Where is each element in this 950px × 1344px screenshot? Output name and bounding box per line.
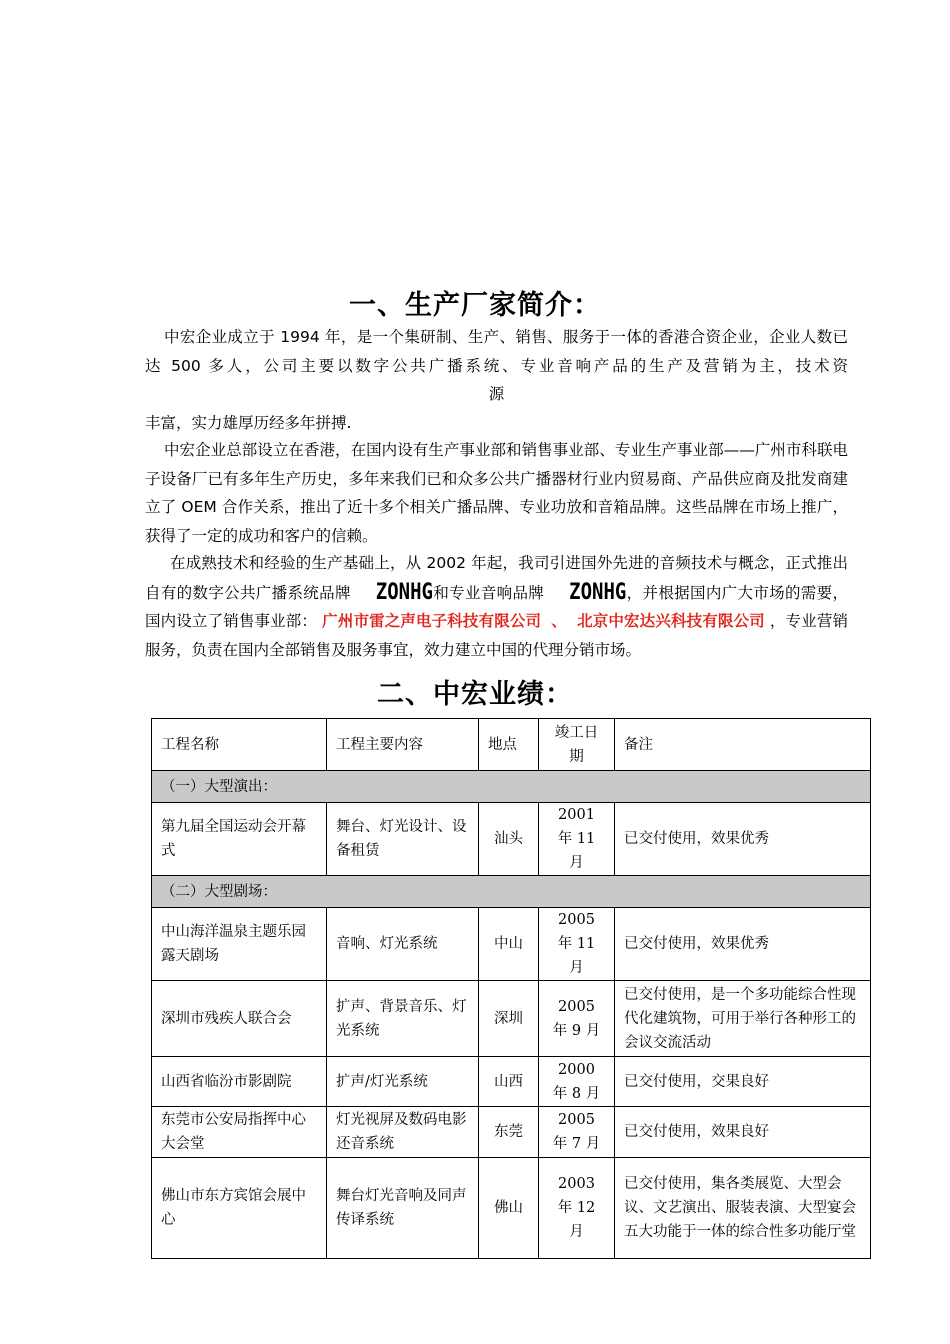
- intro-paragraph-1: [145, 323, 848, 437]
- p1-text-e: 丰富，实力雄厚历经多年拼搏.: [145, 413, 352, 432]
- header-content: 工程主要内容: [327, 719, 479, 771]
- cell-date: 2000 年 8 月: [539, 1057, 615, 1107]
- intro-paragraph-3: [145, 549, 848, 664]
- p1-text-a: 中宏企业成立于: [164, 328, 281, 346]
- table-row: [152, 981, 871, 1057]
- cell-content: 扩声、背景音乐、灯光系统: [327, 981, 479, 1057]
- cell-date: 2005 年 7 月: [539, 1107, 615, 1158]
- cell-content: 舞台、灯光设计、设备租赁: [327, 803, 479, 876]
- cell-date: 2005 年 9 月: [539, 981, 615, 1057]
- cell-note: 已交付使用，集各类展览、大型会议、文艺演出、服装表演、大型宴会五大功能于一体的综合性多功能厅堂: [615, 1158, 871, 1259]
- header-place: 地点: [479, 719, 539, 771]
- cell-place: 东莞: [479, 1107, 539, 1158]
- cell-content: 灯光视屏及数码电影还音系统: [327, 1107, 479, 1158]
- p3-text-d: ，并根据国内广大市场的需要，国内设立了销售事业部：: [145, 583, 848, 630]
- company-beijing: 北京中宏达兴科技有限公司: [577, 612, 765, 630]
- section-title-intro: 一、生产厂家简介：: [349, 290, 601, 321]
- cell-content: 扩声/灯光系统: [327, 1057, 479, 1107]
- p3-text-c: 和专业音响品牌: [433, 583, 545, 602]
- p3-text-e: ，专业营销服务，负责在国内全部销售及服务事宜，效力建立中国的代理分销市场。: [145, 612, 848, 659]
- p3-year: 2002: [426, 554, 466, 572]
- section-title-achievements: 二、中宏业绩：: [377, 679, 573, 710]
- cell-place: 汕头: [479, 803, 539, 876]
- cell-note: 已交付使用，效果优秀: [615, 908, 871, 981]
- achievements-table: [151, 718, 871, 1259]
- cell-name: 中山海洋温泉主题乐园露天剧场: [152, 908, 327, 981]
- cell-date: 2003 年 12 月: [539, 1158, 615, 1259]
- cell-place: 中山: [479, 908, 539, 981]
- p1-text-d: 源: [488, 385, 505, 403]
- cell-name: 东莞市公安局指挥中心大会堂: [152, 1107, 327, 1158]
- cell-name: 佛山市东方宾馆会展中心: [152, 1158, 327, 1259]
- cell-content: 舞台灯光音响及同声传译系统: [327, 1158, 479, 1259]
- p2-text-a: 中宏企业总部设立在香港，在国内设有生产事业部和销售事业部、专业生产事业部——广州市科联电子设备厂已有多年生产历史，多年来我们已和众多公共广播器材行业内贸易商、产品供应商及批发商建立了: [145, 441, 848, 516]
- company-separator: 、: [551, 612, 567, 630]
- p1-text-c: 多人，公司主要以数字公共广播系统、专业音响产品的生产及营销为主，技术资: [200, 356, 848, 375]
- cell-place: 深圳: [479, 981, 539, 1057]
- table-header-row: [152, 719, 871, 771]
- group-row: [152, 876, 871, 908]
- p2-text-b: 合作关系，推出了近十多个相关广播品牌、专业功放和音箱品牌。这些品牌在市场上推广，获得了一定的成功和客户的信赖。: [145, 498, 848, 545]
- cell-place: 山西: [479, 1057, 539, 1107]
- p3-text-a: 在成熟技术和经验的生产基础上，从: [170, 554, 427, 572]
- p1-text-b: 年，是一个集研制、生产、销售、服务于一体的香港合资企业，企业人数已达: [145, 328, 848, 375]
- brand-logo-broadcast: ZONHG: [375, 578, 433, 605]
- table-row: [152, 1158, 871, 1259]
- cell-note: 已交付使用，效果良好: [615, 1107, 871, 1158]
- p1-year: 1994: [280, 328, 320, 346]
- group-row: [152, 771, 871, 803]
- cell-date: 2001 年 11 月: [539, 803, 615, 876]
- table-row: [152, 803, 871, 876]
- header-name: 工程名称: [152, 719, 327, 771]
- cell-content: 音响、灯光系统: [327, 908, 479, 981]
- brand-logo-audio: ZONHG: [569, 578, 627, 605]
- cell-name: 深圳市残疾人联合会: [152, 981, 327, 1057]
- table-row: [152, 1057, 871, 1107]
- p3-text-b: 年起，我司引进国外先进的音频技术与概念，正式推出自有的数字公共广播系统品牌: [145, 554, 848, 602]
- cell-note: 已交付使用，交果良好: [615, 1057, 871, 1107]
- cell-name: 第九届全国运动会开幕式: [152, 803, 327, 876]
- cell-name: 山西省临汾市影剧院: [152, 1057, 327, 1107]
- header-date: 竣工日期: [539, 719, 615, 771]
- company-guangzhou: 广州市雷之声电子科技有限公司: [322, 612, 542, 630]
- cell-date: 2005 年 11 月: [539, 908, 615, 981]
- table-row: [152, 1107, 871, 1158]
- intro-paragraph-2: [145, 436, 848, 550]
- header-note: 备注: [615, 719, 871, 771]
- cell-place: 佛山: [479, 1158, 539, 1259]
- cell-note: 已交付使用，效果优秀: [615, 803, 871, 876]
- p1-count: 500: [171, 356, 201, 375]
- p2-oem: OEM: [181, 498, 217, 516]
- table-row: [152, 908, 871, 981]
- cell-note: 已交付使用，是一个多功能综合性现代化建筑物，可用于举行各种形工的会议交流活动: [615, 981, 871, 1057]
- group-label: （二）大型剧场：: [152, 876, 871, 908]
- group-label: （一）大型演出：: [152, 771, 871, 803]
